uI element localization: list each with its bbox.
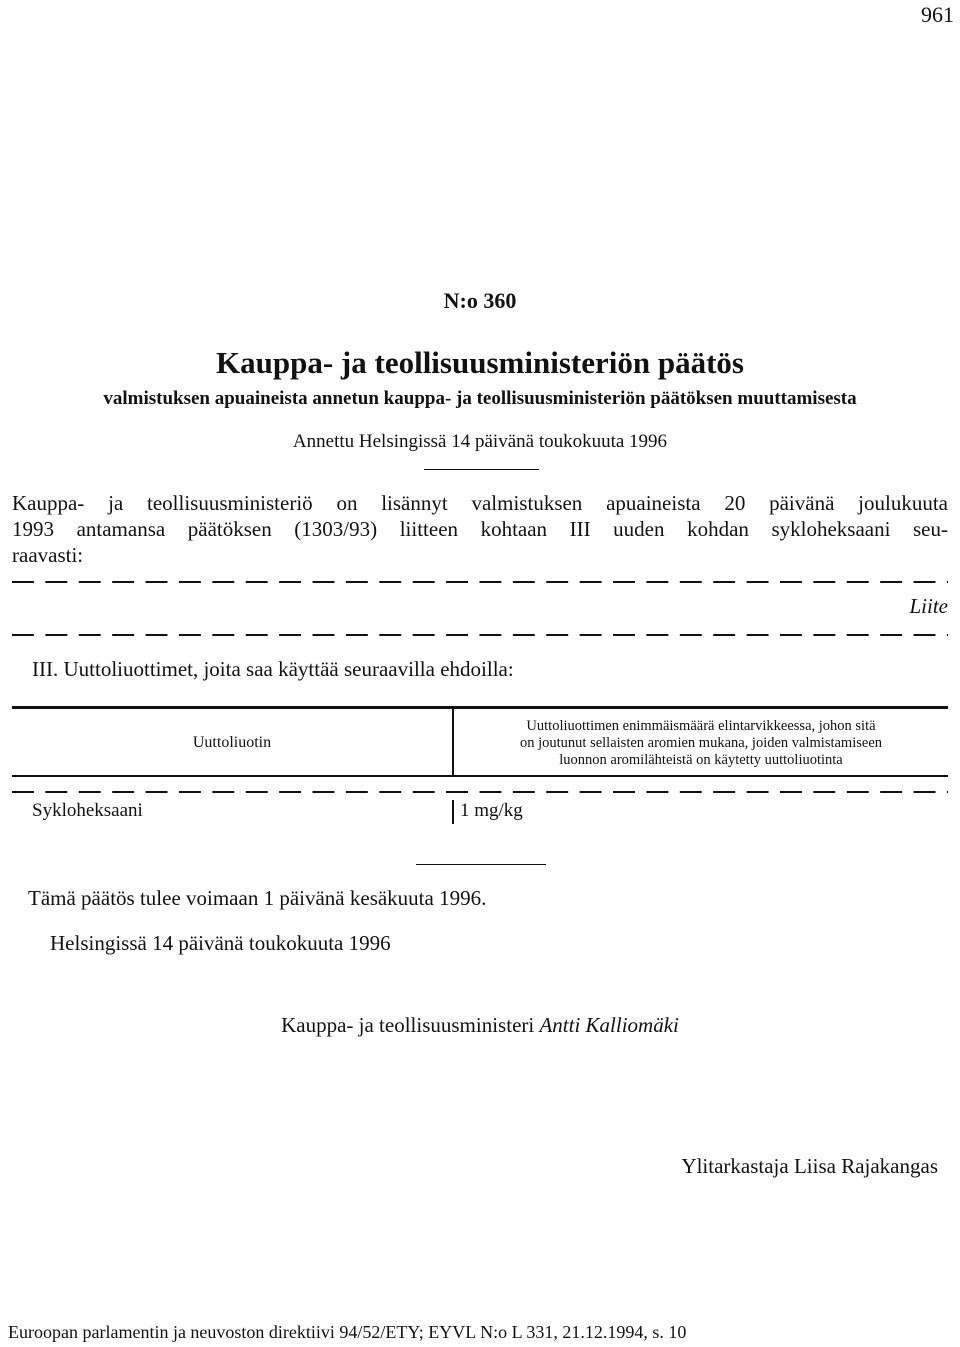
header-line: luonnon aromilähteistä on käytetty uuttoliuotinta [559, 752, 843, 768]
closing-divider [416, 864, 546, 865]
document-title: Kauppa- ja teollisuusministeriön päätös [216, 345, 744, 380]
cell-substance: Sykloheksaani [32, 800, 143, 821]
intro-line: Kauppa- ja teollisuusministeriö on lisännyt valmistuksen apuaineista 20 päivänä joulukuuta [12, 491, 948, 515]
dashed-separator [12, 581, 948, 583]
page-number: 961 [921, 2, 954, 27]
cell-divider [452, 800, 454, 824]
document-subtitle: valmistuksen apuaineista annetun kauppa- ja teollisuusministeriön päätöksen muuttamisesta [103, 388, 857, 409]
entry-into-force: Tämä päätös tulee voimaan 1 päivänä kesäkuuta 1996. [28, 886, 487, 910]
header-line: on joutunut sellaisten aromien mukana, joiden valmistamiseen [519, 735, 883, 751]
intro-line: 1993 antamansa päätöksen (1303/93) liitteen kohtaan III uuden kohdan sykloheksaani seu- [12, 517, 948, 541]
header-line: Uuttoliuottimen enimmäismäärä elintarvikkeessa, johon sitä [526, 718, 876, 734]
minister-name: Antti Kalliomäki [539, 1013, 679, 1037]
cell-limit: 1 mg/kg [460, 800, 523, 821]
column-header-max-amount [454, 718, 948, 769]
issued-line: Annettu Helsingissä 14 päivänä toukokuuta 1996 [292, 431, 668, 452]
dashed-separator [12, 791, 948, 793]
place-date: Helsingissä 14 päivänä toukokuuta 1996 [50, 931, 391, 955]
annex-label: Liite [909, 594, 948, 618]
document-number: N:o 360 [443, 288, 517, 313]
section-heading: III. Uuttoliuottimet, joita saa käyttää seuraavilla ehdoilla: [32, 657, 514, 681]
minister-title: Kauppa- ja teollisuusministeri [281, 1013, 540, 1037]
table-header-rule [12, 775, 948, 777]
inspector-signature: Ylitarkastaja Liisa Rajakangas [681, 1154, 938, 1178]
footnote: Euroopan parlamentin ja neuvoston direktiivi 94/52/ETY; EYVL N:o L 331, 21.12.1994, s. 10 [8, 1322, 687, 1342]
intro-paragraph [12, 490, 948, 568]
intro-line: raavasti: [12, 543, 84, 567]
minister-signature [0, 1013, 960, 1038]
title-divider [424, 469, 539, 470]
column-header-solvent: Uuttoliuotin [192, 734, 272, 751]
dashed-separator [12, 634, 948, 636]
table-top-rule [12, 706, 948, 709]
